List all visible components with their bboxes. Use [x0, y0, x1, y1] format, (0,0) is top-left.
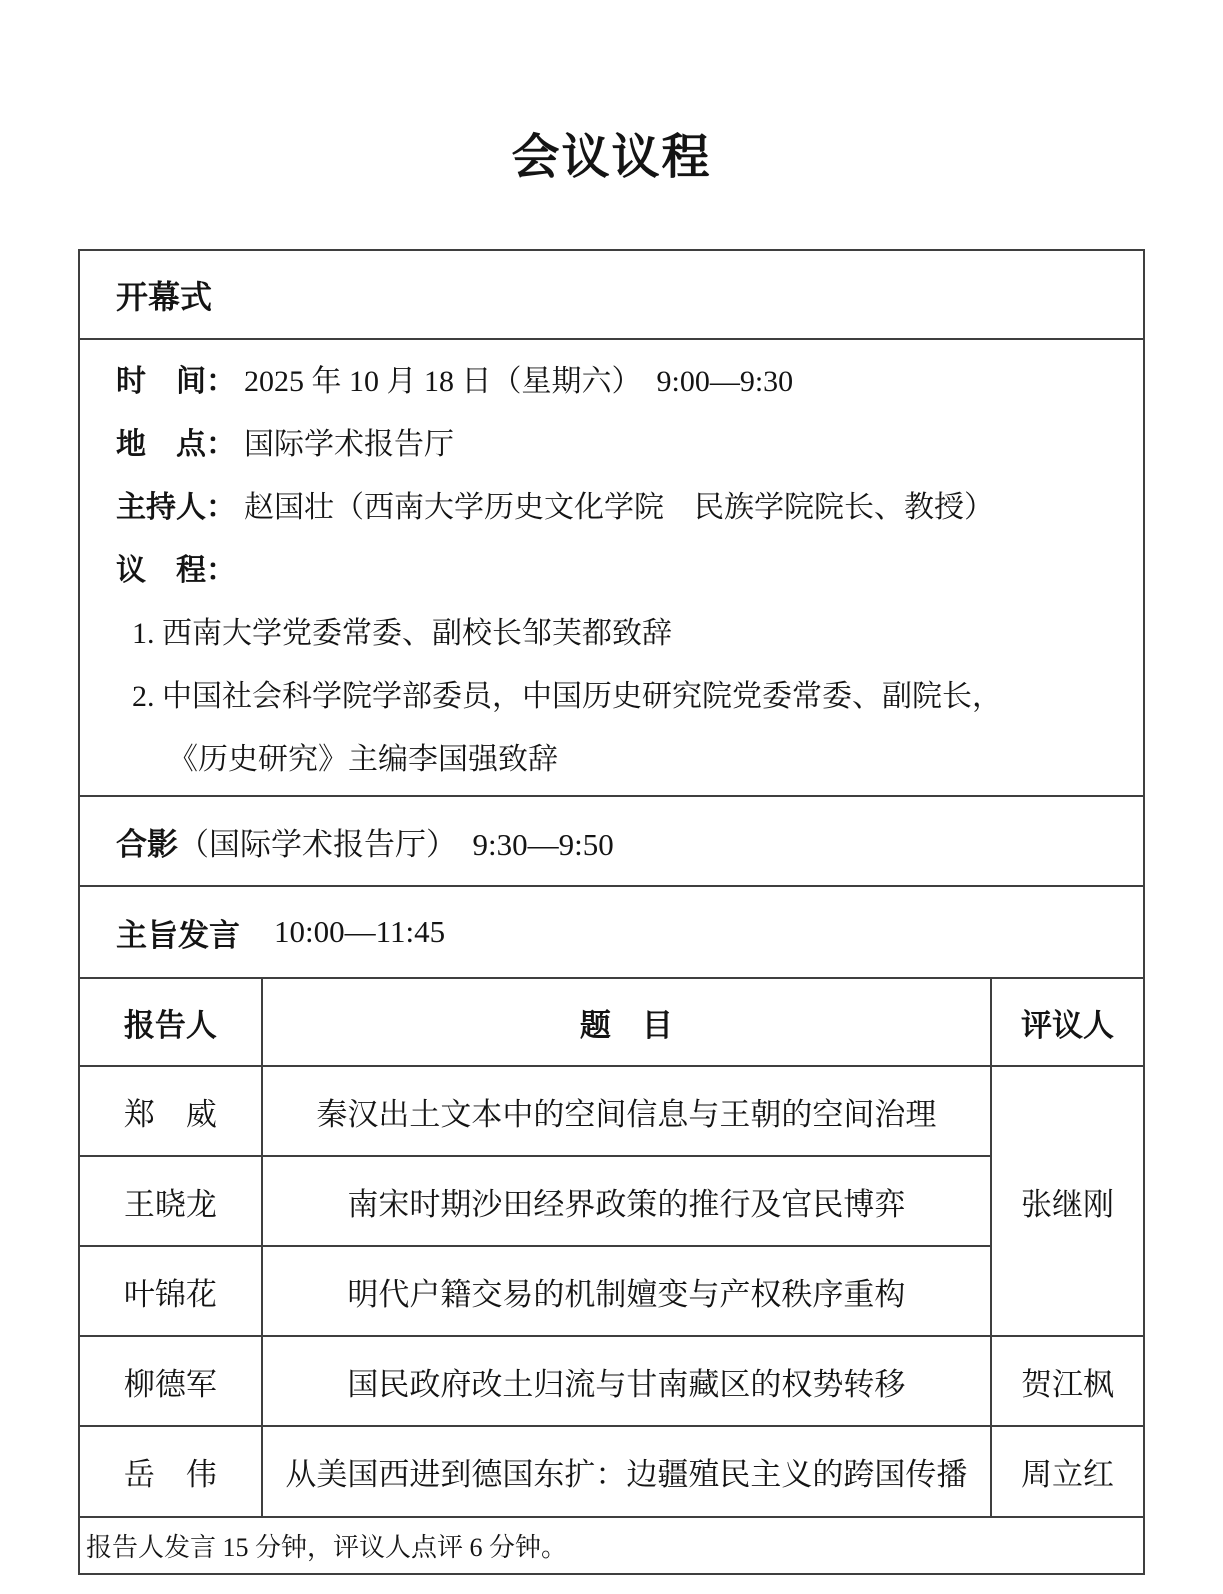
- discussant-name: 张继刚: [991, 1066, 1143, 1336]
- group-photo-label: 合影: [116, 826, 178, 862]
- topic-title: 秦汉出土文本中的空间信息与王朝的空间治理: [262, 1066, 991, 1156]
- page-title: 会议议程: [511, 131, 712, 184]
- table-row: [80, 1246, 1143, 1336]
- field-time-value: 2025 年 10 月 18 日（星期六） 9:00—9:30: [244, 364, 794, 398]
- agenda-item-1: 1. 西南大学党委常委、副校长邹芙都致辞: [132, 616, 672, 650]
- speaker-name: 王晓龙: [80, 1156, 262, 1246]
- discussant-name: 贺江枫: [991, 1336, 1143, 1426]
- group-photo-detail: （国际学术报告厅） 9:30—9:50: [178, 826, 614, 862]
- field-time-label: 时 间：: [116, 364, 236, 398]
- keynote-row: [80, 885, 1143, 977]
- keynote-time: 10:00—11:45: [274, 914, 446, 949]
- topic-title: 国民政府改土归流与甘南藏区的权势转移: [262, 1336, 991, 1426]
- opening-ceremony-row: [80, 251, 1143, 338]
- topic-title: 明代户籍交易的机制嬗变与产权秩序重构: [262, 1246, 991, 1336]
- field-agenda: [80, 535, 1143, 598]
- topic-title: 从美国西进到德国东扩：边疆殖民主义的跨国传播: [262, 1426, 991, 1516]
- footer-note: 报告人发言 15 分钟，评议人点评 6 分钟。: [80, 1516, 1143, 1573]
- header-speaker: 报告人: [80, 978, 262, 1066]
- field-location-value: 国际学术报告厅: [244, 427, 454, 461]
- speakers-table: [80, 977, 1143, 1516]
- table-row: [80, 1156, 1143, 1246]
- table-row: [80, 1336, 1143, 1426]
- agenda-table: [78, 249, 1145, 1575]
- opening-ceremony-heading: 开幕式: [116, 278, 213, 315]
- speaker-name: 岳 伟: [80, 1426, 262, 1516]
- table-row: [80, 1066, 1143, 1156]
- field-location-label: 地 点：: [116, 427, 236, 461]
- header-discussant: 评议人: [991, 978, 1143, 1066]
- field-host-label: 主持人：: [116, 490, 236, 524]
- discussant-name: 周立红: [991, 1426, 1143, 1516]
- speaker-name: 叶锦花: [80, 1246, 262, 1336]
- field-host-value: 赵国壮（西南大学历史文化学院 民族学院院长、教授）: [244, 490, 994, 524]
- table-row: [80, 1426, 1143, 1516]
- field-host: [80, 472, 1143, 535]
- opening-info-block: [80, 338, 1143, 795]
- keynote-label: 主旨发言: [116, 917, 240, 953]
- header-topic: 题 目: [262, 978, 991, 1066]
- agenda-item-2-continuation: 《历史研究》主编李国强致辞: [168, 742, 558, 776]
- speaker-name: 柳德军: [80, 1336, 262, 1426]
- speaker-name: 郑 威: [80, 1066, 262, 1156]
- speakers-header-row: [80, 978, 1143, 1066]
- agenda-item-2: 2. 中国社会科学院学部委员，中国历史研究院党委常委、副院长，: [132, 679, 1002, 713]
- field-agenda-label: 议 程：: [116, 553, 236, 587]
- field-location: [80, 409, 1143, 472]
- group-photo-row: [80, 795, 1143, 885]
- topic-title: 南宋时期沙田经界政策的推行及官民博弈: [262, 1156, 991, 1246]
- field-time: [80, 346, 1143, 409]
